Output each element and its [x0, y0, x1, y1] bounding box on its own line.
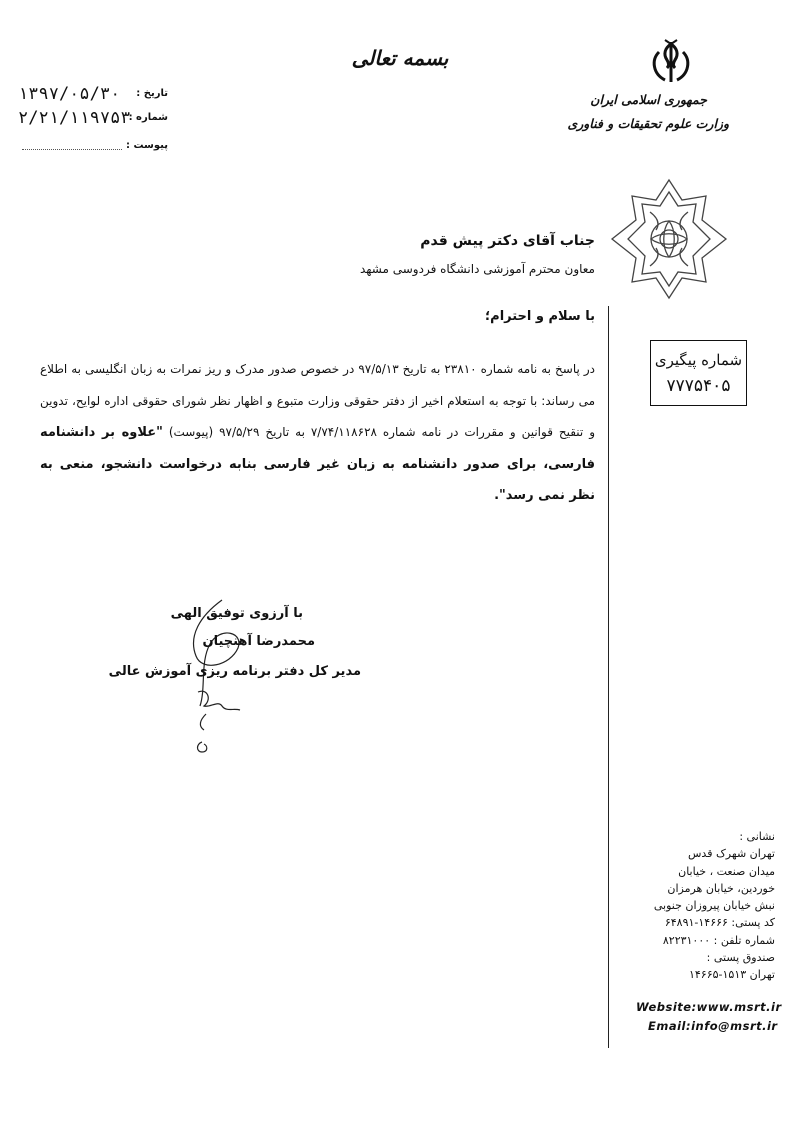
ministry-name: وزارت علوم تحقیقات و فناوری — [567, 116, 729, 131]
address-line: تهران شهرک قدس — [688, 847, 775, 861]
address-line: میدان صنعت ، خیابان — [678, 864, 775, 878]
attachment-label: پیوست : — [125, 140, 168, 151]
recipient-name: جناب آقای دکتر پیش قدم — [420, 233, 595, 249]
signature-closing: با آرزوی توفیق الهی — [170, 606, 303, 621]
letter-body-paragraph — [40, 354, 595, 512]
tracking-number-box — [650, 340, 747, 406]
address-label: نشانی : — [739, 830, 775, 843]
website-link[interactable]: Website:www.msrt.ir — [636, 1000, 782, 1014]
ornament-icon — [610, 178, 728, 300]
address-line: نبش خیابان پیروزان جنوبی — [653, 899, 775, 913]
letter-body-text: در پاسخ به نامه شماره ۲۳۸۱۰ به تاریخ ۹۷/۵/۱۳ در خصوص صدور مدرک و ریز نمرات به زبان انگلیسی به اطلاع می رساند: با توجه به استعلام اخیر از دفتر حقوقی وزارت متبوع و اظهار نظر شورای حقوقی اداره لوایح، تدوین و تنقیح قوانین و مقررات در نامه شماره ۷/۷۴/۱۱۸۶۲۸ به تاریخ ۹۷/۵/۲۹ (پیوست) — [40, 362, 596, 439]
greeting: با سلام و احترام؛ — [484, 309, 595, 324]
number-label: شماره : — [128, 112, 168, 123]
signer-name: محمدرضا آهنچیان — [202, 634, 315, 649]
recipient-title: معاون محترم آموزشی دانشگاه فردوسی مشهد — [359, 262, 595, 276]
postal-code: کد پستی: ۱۴۶۶۶-۶۴۸۹۱ — [664, 916, 775, 930]
po-box-value: تهران ۱۵۱۳-۱۴۶۶۵ — [688, 968, 775, 982]
attachment-dotted-line — [22, 149, 122, 150]
iran-emblem-icon — [645, 38, 697, 90]
tracking-number: ۷۷۷۵۴۰۵ — [666, 376, 731, 396]
letter-body-quote: "علاوه بر دانشنامه فارسی، برای صدور دانشنامه به زبان غیر فارسی بنابه درخواست دانشجو، منعی به نظر نمی رسد". — [40, 425, 595, 503]
number-value: ۲/۲۱/۱۱۹۷۵۳ — [18, 108, 131, 128]
date-value: ۱۳۹۷/۰۵/۳۰ — [18, 84, 121, 104]
government-name: جمهوری اسلامی ایران — [590, 92, 707, 107]
number-field — [18, 108, 168, 128]
attachment-field — [18, 136, 168, 156]
address-block — [625, 828, 775, 984]
po-box-label: صندوق پستی : — [706, 951, 775, 965]
vertical-divider — [608, 306, 609, 1048]
date-field — [18, 84, 168, 104]
phone-number: شماره تلفن : ۸۲۲۳۱۰۰۰ — [662, 933, 775, 947]
bismillah-heading: بسمه تعالی — [351, 46, 449, 70]
tracking-label: شماره پیگیری — [654, 351, 743, 369]
email-link[interactable]: Email:info@msrt.ir — [648, 1019, 778, 1033]
signer-title: مدیر کل دفتر برنامه ریزی آموزش عالی — [108, 664, 361, 679]
signature-scribble-icon — [160, 596, 270, 766]
address-line: خوردین، خیابان هرمزان — [667, 881, 775, 895]
date-label: تاریخ : — [136, 88, 168, 99]
